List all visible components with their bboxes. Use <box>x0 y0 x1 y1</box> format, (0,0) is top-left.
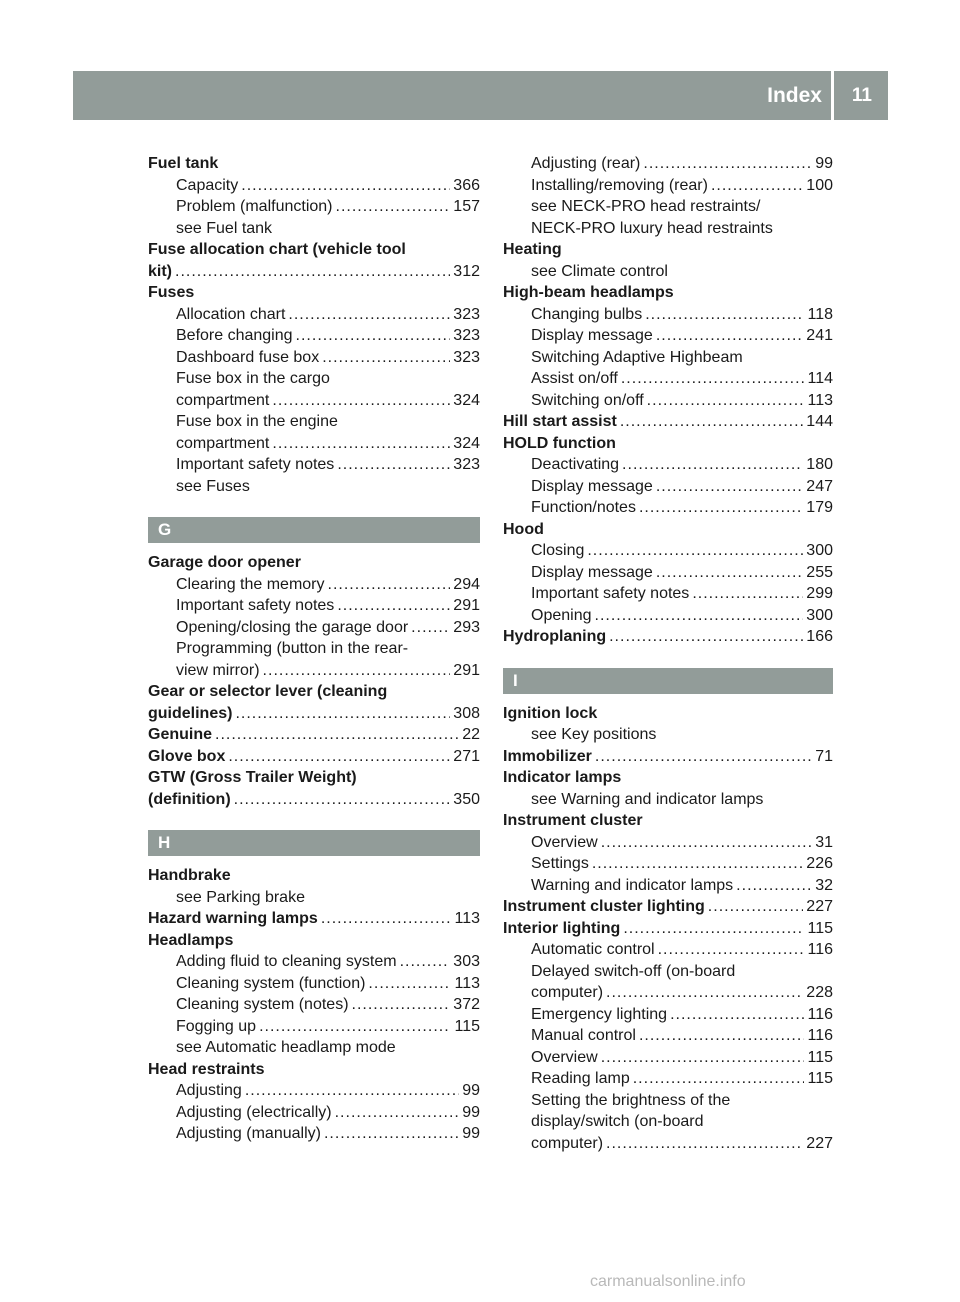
page-reference: 144 <box>806 413 833 430</box>
entry-label: kit) <box>148 262 172 280</box>
entry-label: see NECK-PRO head restraints/ <box>531 198 761 215</box>
index-entry <box>148 282 480 304</box>
index-subentry <box>148 973 480 995</box>
dot-leader <box>622 454 803 476</box>
index-entry <box>148 865 480 887</box>
dot-leader <box>175 261 450 283</box>
index-subentry <box>148 304 480 326</box>
page-reference: 115 <box>807 1048 833 1066</box>
index-column-left <box>148 153 480 1145</box>
index-entry <box>503 918 833 940</box>
index-subentry <box>503 304 833 326</box>
entry-label: Headlamps <box>148 931 234 949</box>
page-reference: 179 <box>806 499 833 516</box>
page-reference: 115 <box>807 919 833 937</box>
dot-leader <box>656 562 803 584</box>
dot-leader <box>272 433 450 455</box>
entry-label: Assist on/off <box>531 370 618 387</box>
dot-leader <box>328 574 451 596</box>
entry-label: see Fuel tank <box>176 219 273 237</box>
entry-label: Problem (malfunction) <box>176 198 333 215</box>
index-subentry <box>503 853 833 875</box>
page-reference: 294 <box>453 575 480 593</box>
entry-label: Instrument cluster lighting <box>503 898 705 915</box>
page-reference: 323 <box>453 348 480 366</box>
entry-label: Adjusting <box>176 1082 242 1099</box>
page-reference: 116 <box>807 1027 833 1044</box>
dot-leader <box>601 1047 805 1069</box>
index-entry <box>148 930 480 952</box>
dot-leader <box>645 304 804 326</box>
page-reference: 113 <box>454 910 480 927</box>
index-letter-header: I <box>503 668 833 694</box>
index-subentry <box>503 939 833 961</box>
index-entry <box>503 810 833 832</box>
page-reference: 157 <box>453 198 480 215</box>
entry-label: computer) <box>531 1134 604 1152</box>
entry-label: Installing/removing (rear) <box>531 176 708 194</box>
entry-label: Interior lighting <box>503 919 621 937</box>
index-subentry <box>503 175 833 197</box>
index-subentry <box>503 982 833 1004</box>
dot-leader <box>708 896 804 918</box>
index-subentry <box>148 196 480 218</box>
index-entry <box>503 282 833 304</box>
dot-leader <box>587 540 803 562</box>
entry-label: Programming (button in the rear- <box>176 640 409 657</box>
dot-leader <box>215 724 459 746</box>
page-reference: 114 <box>807 370 833 387</box>
dot-leader <box>670 1004 804 1026</box>
index-subentry <box>148 433 480 455</box>
dot-leader <box>620 411 803 433</box>
section-title: Index <box>767 84 822 107</box>
entry-label: Hill start assist <box>503 413 617 430</box>
page-reference: 100 <box>806 176 833 194</box>
entry-label: Reading lamp <box>531 1070 630 1087</box>
entry-label: Indicator lamps <box>503 769 622 786</box>
dot-leader <box>711 175 803 197</box>
index-subentry <box>503 1133 833 1155</box>
page-reference: 323 <box>453 305 480 323</box>
entry-label: Handbrake <box>148 867 231 884</box>
index-subentry <box>503 454 833 476</box>
entry-label: view mirror) <box>176 661 260 679</box>
entry-label: Fuse allocation chart (vehicle tool <box>148 241 406 258</box>
dot-leader <box>228 746 450 768</box>
entry-label: Ignition lock <box>503 704 598 722</box>
page-reference: 166 <box>806 628 833 645</box>
index-subentry <box>148 1037 480 1059</box>
index-subentry <box>503 1068 833 1090</box>
index-subentry <box>148 218 480 240</box>
index-entry <box>148 908 480 930</box>
entry-label: see Fuses <box>176 477 250 495</box>
dot-leader <box>592 853 803 875</box>
page-reference: 366 <box>453 176 480 194</box>
index-subentry <box>148 454 480 476</box>
entry-label: Fuse box in the engine <box>176 413 338 430</box>
entry-label: Cleaning system (function) <box>176 974 366 992</box>
entry-label: Automatic control <box>531 941 655 958</box>
dot-leader <box>658 939 805 961</box>
entry-label: Clearing the memory <box>176 575 325 593</box>
index-subentry <box>148 887 480 909</box>
index-entry <box>148 746 480 768</box>
index-entry <box>148 789 480 811</box>
page-reference: 118 <box>807 305 833 323</box>
page-reference: 312 <box>453 262 480 280</box>
entry-label: Adjusting (manually) <box>176 1125 321 1142</box>
page-reference: 99 <box>815 155 833 172</box>
index-entry <box>503 411 833 433</box>
index-entry <box>503 239 833 261</box>
entry-label: see Key positions <box>531 726 657 743</box>
page-reference: 308 <box>453 704 480 722</box>
page-reference: 116 <box>807 1005 833 1023</box>
index-subentry <box>503 961 833 983</box>
index-entry <box>503 896 833 918</box>
index-subentry <box>503 325 833 347</box>
page-reference: 228 <box>806 984 833 1001</box>
page-reference: 293 <box>453 618 480 636</box>
entry-label: see Warning and indicator lamps <box>531 790 764 808</box>
entry-label: Head restraints <box>148 1060 265 1078</box>
dot-leader <box>263 660 451 682</box>
index-entry <box>148 724 480 746</box>
dot-leader <box>400 951 451 973</box>
entry-label: computer) <box>531 984 604 1001</box>
dot-leader <box>606 1133 803 1155</box>
index-subentry <box>503 261 833 283</box>
entry-label: compartment <box>176 434 270 452</box>
entry-label: Fogging up <box>176 1017 257 1035</box>
index-entry <box>148 261 480 283</box>
index-subentry <box>148 595 480 617</box>
dot-leader <box>259 1016 451 1038</box>
entry-label: Display message <box>531 477 653 495</box>
dot-leader <box>623 918 804 940</box>
index-subentry <box>148 617 480 639</box>
entry-label: Hydroplaning <box>503 628 607 645</box>
page-reference: 99 <box>462 1103 480 1121</box>
dot-leader <box>337 454 450 476</box>
index-subentry <box>503 540 833 562</box>
index-subentry <box>503 832 833 854</box>
entry-label: Warning and indicator lamps <box>531 876 734 894</box>
dot-leader <box>692 583 803 605</box>
index-subentry <box>503 789 833 811</box>
entry-label: Glove box <box>148 747 226 765</box>
index-subentry <box>503 1047 833 1069</box>
entry-label: Heating <box>503 241 562 258</box>
index-subentry <box>503 153 833 175</box>
page-reference: 31 <box>815 833 833 851</box>
index-subentry <box>148 1102 480 1124</box>
index-subentry <box>503 562 833 584</box>
index-entry <box>503 703 833 725</box>
dot-leader <box>656 325 803 347</box>
entry-label: Capacity <box>176 176 239 194</box>
index-subentry <box>148 325 480 347</box>
dot-leader <box>621 368 805 390</box>
page-reference: 113 <box>807 391 833 409</box>
entry-label: Hood <box>503 520 544 538</box>
entry-label: see Climate control <box>531 262 668 280</box>
entry-label: Display message <box>531 327 653 344</box>
dot-leader <box>639 1025 805 1047</box>
index-subentry <box>503 583 833 605</box>
entry-label: compartment <box>176 391 270 409</box>
index-entry <box>148 703 480 725</box>
entry-label: Instrument cluster <box>503 812 643 829</box>
index-subentry <box>503 476 833 498</box>
index-subentry <box>503 497 833 519</box>
index-subentry <box>503 1025 833 1047</box>
dot-leader <box>322 347 450 369</box>
dot-leader <box>368 973 451 995</box>
index-subentry <box>148 1080 480 1102</box>
page-reference: 99 <box>462 1125 480 1142</box>
index-entry <box>503 433 833 455</box>
dot-leader <box>235 703 450 725</box>
page-number: 11 <box>851 85 872 106</box>
index-subentry <box>148 175 480 197</box>
entry-label: Delayed switch-off (on-board <box>531 962 736 980</box>
dot-leader <box>272 390 450 412</box>
page-reference: 113 <box>454 974 480 992</box>
page-reference: 247 <box>806 477 833 495</box>
entry-label: Display message <box>531 563 653 581</box>
page-reference: 32 <box>815 876 833 894</box>
index-subentry <box>503 390 833 412</box>
entry-label: Emergency lighting <box>531 1005 668 1023</box>
dot-leader <box>321 908 452 930</box>
page-reference: 324 <box>453 391 480 409</box>
index-subentry <box>148 368 480 390</box>
index-entry <box>148 239 480 261</box>
dot-leader <box>639 497 803 519</box>
entry-label: guidelines) <box>148 704 233 722</box>
index-subentry <box>148 1123 480 1145</box>
dot-leader <box>606 982 803 1004</box>
entry-label: GTW (Gross Trailer Weight) <box>148 769 357 786</box>
page-header <box>73 71 888 120</box>
entry-label: Deactivating <box>531 456 620 473</box>
entry-label: Switching Adaptive Highbeam <box>531 348 743 366</box>
entry-label: Allocation chart <box>176 305 286 323</box>
dot-leader <box>595 605 804 627</box>
index-entry <box>148 153 480 175</box>
index-subentry <box>148 347 480 369</box>
page-reference: 99 <box>462 1082 480 1099</box>
index-subentry <box>503 1111 833 1133</box>
page-reference: 71 <box>815 747 833 765</box>
entry-label: Closing <box>531 542 585 559</box>
index-letter-header: G <box>148 517 480 543</box>
entry-label: Fuses <box>148 284 195 301</box>
entry-label: (definition) <box>148 790 231 808</box>
dot-leader <box>736 875 812 897</box>
entry-label: Before changing <box>176 327 293 344</box>
entry-label: Adding fluid to cleaning system <box>176 953 397 970</box>
index-subentry <box>148 638 480 660</box>
index-subentry <box>148 994 480 1016</box>
entry-label: Gear or selector lever (cleaning <box>148 683 388 700</box>
entry-label: Fuse box in the cargo <box>176 370 330 387</box>
index-subentry <box>503 368 833 390</box>
entry-label: Setting the brightness of the <box>531 1091 731 1109</box>
entry-label: Switching on/off <box>531 391 644 409</box>
dot-leader <box>643 153 812 175</box>
page-reference: 116 <box>807 941 833 958</box>
entry-label: NECK-PRO luxury head restraints <box>531 219 773 237</box>
entry-label: Overview <box>531 1048 598 1066</box>
entry-label: Immobilizer <box>503 747 592 765</box>
dot-leader <box>337 595 450 617</box>
page-reference: 115 <box>807 1070 833 1087</box>
index-letter-header: H <box>148 830 480 856</box>
dot-leader <box>595 746 812 768</box>
dot-leader <box>324 1123 459 1145</box>
entry-label: Important safety notes <box>176 597 335 614</box>
entry-label: High-beam headlamps <box>503 284 674 301</box>
page-reference: 291 <box>453 597 480 614</box>
index-subentry <box>148 476 480 498</box>
index-entry <box>503 626 833 648</box>
entry-label: Hazard warning lamps <box>148 910 318 927</box>
page-reference: 350 <box>453 790 480 808</box>
page-reference: 303 <box>453 953 480 970</box>
entry-label: display/switch (on-board <box>531 1113 704 1130</box>
entry-label: Cleaning system (notes) <box>176 996 349 1013</box>
entry-label: HOLD function <box>503 434 616 452</box>
entry-label: Function/notes <box>531 499 636 516</box>
entry-label: Adjusting (electrically) <box>176 1103 332 1121</box>
dot-leader <box>288 304 450 326</box>
entry-label: Adjusting (rear) <box>531 155 641 172</box>
page-reference: 372 <box>453 996 480 1013</box>
entry-label: see Automatic headlamp mode <box>176 1039 396 1056</box>
dot-leader <box>241 175 450 197</box>
entry-label: Dashboard fuse box <box>176 348 320 366</box>
page-reference: 323 <box>453 327 480 344</box>
dot-leader <box>601 832 813 854</box>
dot-leader <box>647 390 805 412</box>
dot-leader <box>296 325 451 347</box>
page-reference: 22 <box>462 726 480 743</box>
dot-leader <box>609 626 803 648</box>
entry-label: Opening/closing the garage door <box>176 618 409 636</box>
entry-label: Manual control <box>531 1027 636 1044</box>
header-divider <box>831 71 834 120</box>
index-entry <box>148 552 480 574</box>
index-entry <box>148 767 480 789</box>
index-column-right <box>503 153 833 1154</box>
index-subentry <box>503 1004 833 1026</box>
index-entry <box>148 1059 480 1081</box>
index-entry <box>503 767 833 789</box>
index-subentry <box>503 724 833 746</box>
dot-leader <box>336 196 451 218</box>
page-reference: 226 <box>806 855 833 872</box>
index-subentry <box>148 411 480 433</box>
dot-leader <box>234 789 451 811</box>
page-reference: 323 <box>453 456 480 473</box>
entry-label: see Parking brake <box>176 888 305 906</box>
index-subentry <box>503 218 833 240</box>
index-subentry <box>503 605 833 627</box>
entry-label: Important safety notes <box>176 456 335 473</box>
index-subentry <box>148 574 480 596</box>
index-entry <box>148 681 480 703</box>
entry-label: Overview <box>531 833 598 851</box>
dot-leader <box>656 476 803 498</box>
index-subentry <box>148 660 480 682</box>
entry-label: Garage door opener <box>148 554 301 571</box>
entry-label: Changing bulbs <box>531 305 643 323</box>
page-reference: 291 <box>453 661 480 679</box>
page-reference: 255 <box>806 563 833 581</box>
page-reference: 271 <box>453 747 480 765</box>
page-reference: 324 <box>453 434 480 452</box>
page-reference: 180 <box>806 456 833 473</box>
page-reference: 115 <box>454 1017 480 1035</box>
index-entry <box>503 746 833 768</box>
index-subentry <box>148 951 480 973</box>
dot-leader <box>245 1080 459 1102</box>
dot-leader <box>633 1068 805 1090</box>
index-subentry <box>503 347 833 369</box>
page-reference: 300 <box>806 606 833 624</box>
page-reference: 299 <box>806 585 833 602</box>
index-subentry <box>503 1090 833 1112</box>
page-reference: 227 <box>806 1134 833 1152</box>
entry-label: Settings <box>531 855 589 872</box>
index-subentry <box>148 1016 480 1038</box>
watermark: carmanualsonline.info <box>590 1273 746 1290</box>
dot-leader <box>335 1102 460 1124</box>
dot-leader <box>352 994 451 1016</box>
dot-leader <box>411 617 450 639</box>
page-reference: 300 <box>806 542 833 559</box>
page-reference: 241 <box>806 327 833 344</box>
page-reference: 227 <box>806 898 833 915</box>
entry-label: Important safety notes <box>531 585 690 602</box>
index-entry <box>503 519 833 541</box>
entry-label: Fuel tank <box>148 155 219 172</box>
entry-label: Genuine <box>148 726 213 743</box>
index-subentry <box>503 875 833 897</box>
entry-label: Opening <box>531 606 592 624</box>
index-subentry <box>148 390 480 412</box>
index-subentry <box>503 196 833 218</box>
